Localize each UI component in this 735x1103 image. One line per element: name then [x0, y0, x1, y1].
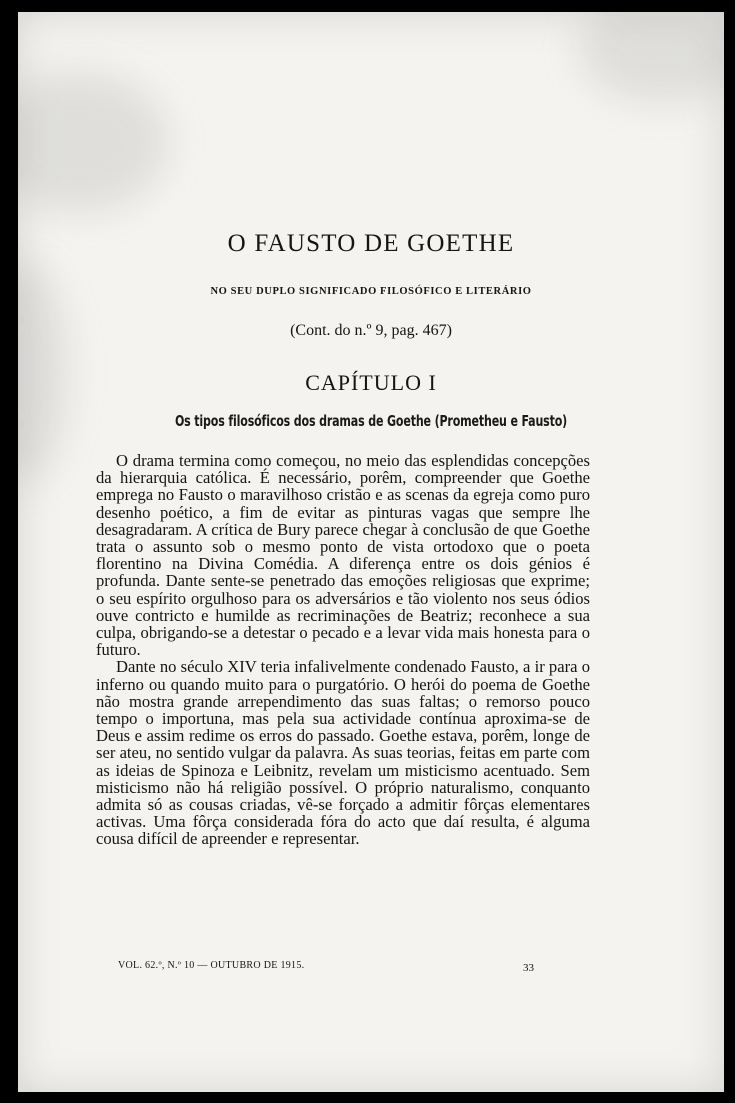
chapter-heading: CAPÍTULO I: [305, 370, 437, 395]
paragraph: O drama termina como começou, no meio das esplendidas concepções da hierarquia católica. É necessário, porêm, compreender que Goethe emprega no Fausto o maravilhoso cristão e as scenas da egreja como puro desenho poético, a fim de evitar as pinturas vagas que sempre lhe desagradaram. A crítica de Bury parece chegar à conclusão de que Goethe trata o assunto sob o mesmo ponto de vista ortodoxo que o poeta florentino na Divina Comédia. A diferença entre os dois génios é profunda. Dante sente-se penetrado das emoções religiosas que exprime; o seu espírito orgulhoso para os adversários e tão violento nos seus ódios ouve contricto e humilde as recriminações de Beatriz; reconhece a sua culpa, obrigando-se a detestar o pecado e a levar vida mais honesta para o futuro.: [96, 451, 590, 660]
document-page: [18, 12, 724, 1092]
page-number: 33: [523, 962, 534, 974]
article-title: O FAUSTO DE GOETHE: [227, 230, 515, 257]
paper-stain: [578, 12, 724, 102]
article-subtitle: NO SEU DUPLO SIGNIFICADO FILOSÓFICO E LITERÁRIO: [210, 286, 532, 297]
article-body: [96, 452, 590, 848]
section-heading: Os tipos filosóficos dos dramas de Goethe (Prometheu e Fausto): [174, 412, 568, 430]
paper-stain: [18, 72, 168, 212]
volume-info: VOL. 62.º, N.º 10 — OUTUBRO DE 1915.: [118, 960, 305, 971]
continuation-note: (Cont. do n.º 9, pag. 467): [290, 322, 452, 339]
paragraph: Dante no século XIV teria infalivelmente condenado Fausto, a ir para o inferno ou quando muito para o purgatório. O herói do poema de Goethe não mostra grande arrependimento das suas faltas; o remorso pouco tempo o importuna, mas pela sua actividade contínua aproxima-se de Deus e assim redime os erros do passado. Goethe estava, porêm, longe de ser ateu, no sentido vulgar da palavra. As suas teorias, feitas em parte com as ideias de Spinoza e Leibnitz, revelam um misticismo acentuado. Sem misticismo não há religião possível. O próprio naturalismo, conquanto admita só as cousas criadas, vê-se forçado a admitir fôrças elementares activas. Uma fôrça considerada fóra do acto que daí resulta, é alguma cousa difícil de apreender e representar.: [96, 657, 590, 849]
